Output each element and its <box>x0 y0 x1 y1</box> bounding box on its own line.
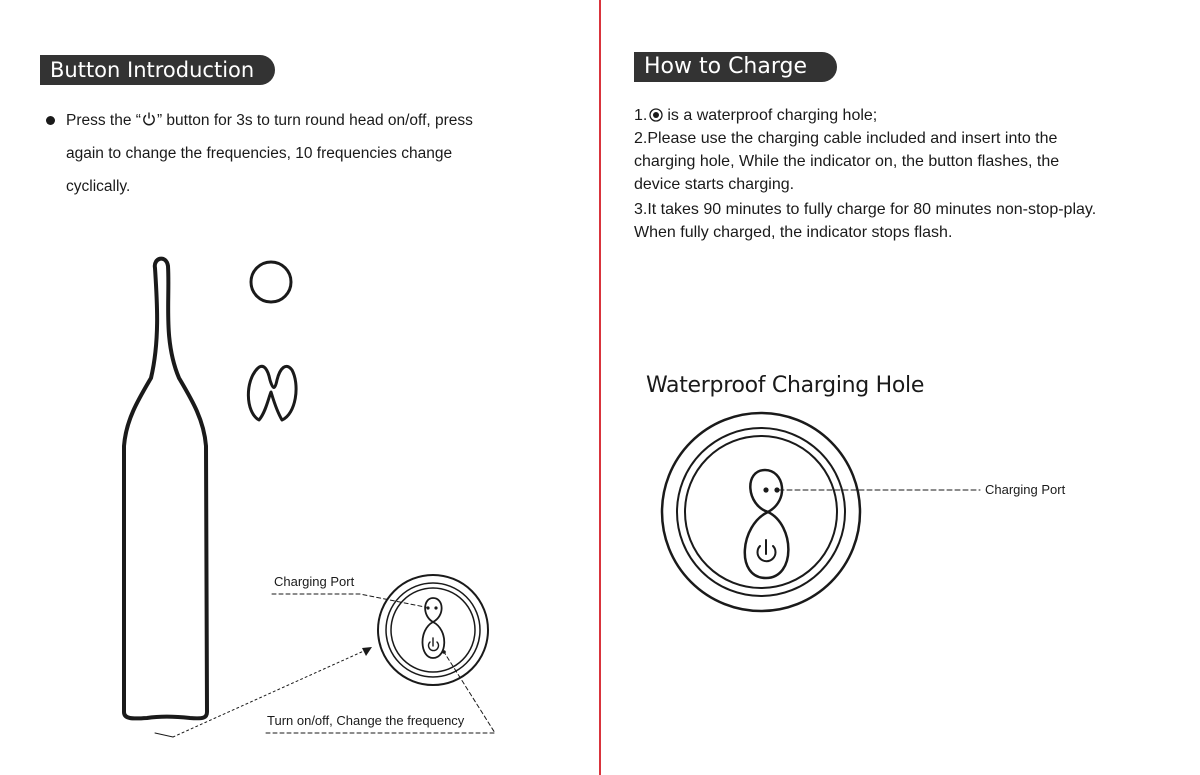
step-3-line-2: When fully charged, the indicator stops flash. <box>634 224 953 241</box>
left-port-dot-2 <box>434 606 437 609</box>
waterproof-charging-hole-heading: Waterproof Charging Hole <box>646 373 925 398</box>
bullet-line-2: again to change the frequencies, 10 frequencies change <box>66 145 453 162</box>
fork-head-icon <box>248 366 296 420</box>
step-2-line-3: device starts charging. <box>634 176 795 193</box>
left-button-outer-ring <box>378 575 488 685</box>
section-title-how-to-charge: How to Charge <box>634 52 837 82</box>
right-charging-port-label: Charging Port <box>985 482 1066 497</box>
left-port-leader <box>272 594 430 608</box>
bullet-line-1-start: Press the “ <box>66 112 141 129</box>
device-body-outline <box>124 259 207 719</box>
turn-on-off-label: Turn on/off, Change the frequency <box>267 713 465 728</box>
right-button-inner-ring <box>685 436 837 588</box>
step-2-line-1: 2.Please use the charging cable included and insert into the <box>634 130 1058 147</box>
left-charging-port-label: Charging Port <box>274 574 355 589</box>
section-title-button-introduction: Button Introduction <box>40 55 275 85</box>
step-1-text: is a waterproof charging hole; <box>667 107 878 124</box>
round-head-icon <box>251 262 291 302</box>
right-button-middle-ring <box>677 428 845 596</box>
bullet-line-1-end: ” button for 3s to turn round head on/off, press <box>156 112 473 129</box>
step-1-prefix: 1. <box>634 107 648 124</box>
step-2-line-2: charging hole, While the indicator on, the button flashes, the <box>634 153 1060 170</box>
left-button-inner-ring <box>391 588 475 672</box>
right-port-dot-1 <box>763 487 768 492</box>
step-3-line-1: 3.It takes 90 minutes to fully charge for 80 minutes non-stop-play. <box>634 201 1097 218</box>
right-button-outer-ring <box>662 413 860 611</box>
bullet-line-3: cyclically. <box>66 178 131 195</box>
